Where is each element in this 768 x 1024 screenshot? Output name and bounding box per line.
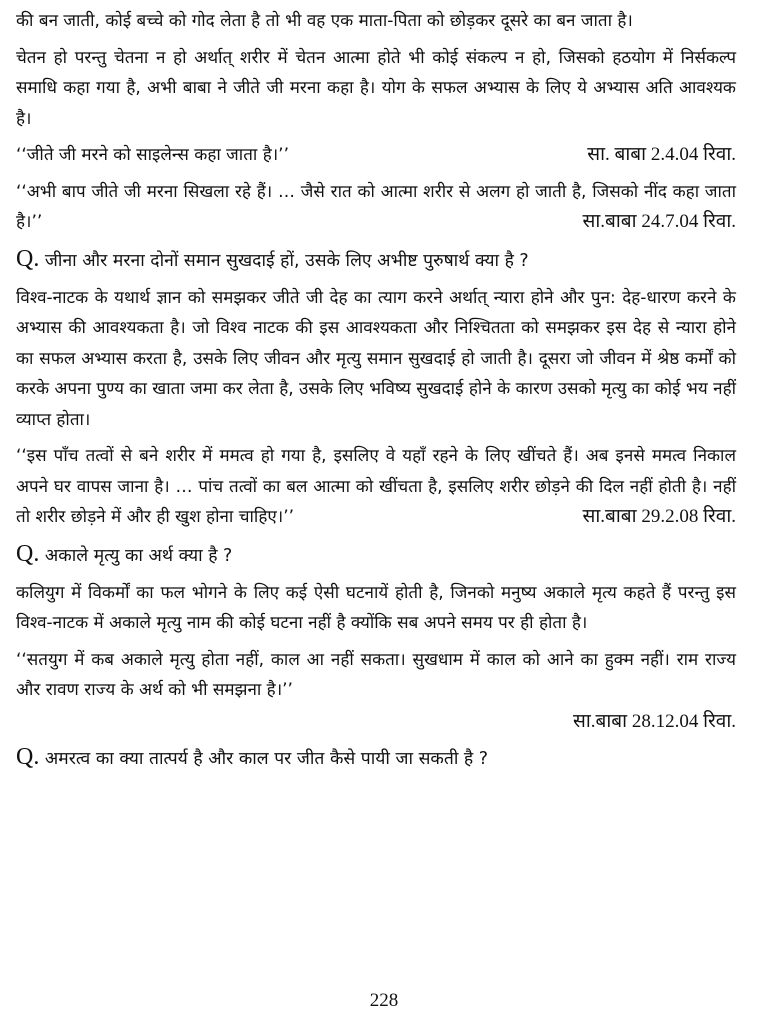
paragraph: कलियुग में विकर्मों का फल भोगने के लिए कई ऐसी घटनायें होती है, जिनको मनुष्य अकाले मृत्य कहते हैं परन्तु इस विश्व-नाटक में अकाले मृत्यु नाम की कोई घटना नहीं है क्योंकि सब अपने समय पर ही होता है। [16,582,736,633]
quote-text: ‘‘जीते जी मरने को साइलेन्स कहा जाता है।’’ [16,145,289,165]
question [16,742,736,775]
question-text: अमरत्व का क्या तात्पर्य है और काल पर जीत कैसे पायी जा सकती है ? [44,748,489,769]
quote-text: ‘‘सतयुग में कब अकाले मृत्यु होता नहीं, काल आ नहीं सकता। सुखधाम में काल को आने का हुक्म नहीं। राम राज्य और रावण राज्य के अर्थ को भी समझना है।’’ [16,649,736,700]
question-text: अकाले मृत्यु का अर्थ क्या है ? [44,545,233,566]
quote [16,177,736,238]
quote-text: ‘‘अभी बाप जीते जी मरना सिखला रहे हैं। … जैसे रात को आत्मा शरीर से अलग हो जाती है, जिसको नींद कहा जाता है।’’ [16,181,736,232]
citation: सा.बाबा 29.2.08 रिवा. [582,506,736,527]
question [16,244,736,277]
question [16,539,736,572]
paragraph: विश्व-नाटक के यथार्थ ज्ञान को समझकर जीते जी देह का त्याग करने अर्थात् न्यारा होने और पुन: देह-धारण करने के अभ्यास की आवश्यकता है। जो विश्व नाटक की इस आवश्यकता और निश्चितता को समझकर इस देह से न्यारा होने का सफल अभ्यास करता है, उसके लिए जीवन और मृत्यु समान सुखदाई हो जाती है। दूसरा जो जीवन में श्रेष्ठ कर्मों को करके अपना पुण्य का खाता जमा कर लेता है, उसके लिए भविष्य सुखदाई होने के कारण उसको मृत्यु का कोई भय नहीं व्याप्त होता। [16,287,736,430]
page-number: 228 [369,990,399,1011]
citation: सा.बाबा 28.12.04 रिवा. [573,710,736,732]
question-marker: Q. [16,245,40,272]
question-marker: Q. [16,743,40,770]
citation: सा.बाबा 24.7.04 रिवा. [582,211,736,232]
page-content [16,6,736,781]
question-text: जीना और मरना दोनों समान सुखदाई हों, उसके लिए अभीष्ट पुरुषार्थ क्या है ? [44,250,529,271]
quote [16,441,736,533]
paragraph: की बन जाती, कोई बच्चे को गोद लेता है तो भी वह एक माता-पिता को छोड़कर दूसरे का बन जाता है। [16,11,633,31]
citation: सा. बाबा 2.4.04 रिवा. [587,144,736,165]
question-marker: Q. [16,540,40,567]
paragraph: चेतन हो परन्तु चेतना न हो अर्थात् शरीर में चेतन आत्मा होते भी कोई संकल्प न हो, जिसको हठयोग में निर्सकल्प समाधि कहा गया है, अभी बाबा ने जीते जी मरना कहा है। योग के सफल अभ्यास के लिए ये अभ्यास अति आवश्यक है। [16,47,736,129]
quote-text: ‘‘इस पाँच तत्वों से बने शरीर में ममत्व हो गया है, इसलिए वे यहाँ रहने के लिए खींचते हैं। अब इनसे ममत्व निकाल अपने घर वापस जाना है। … पांच तत्वों का बल आत्मा को खींचता है, इसलिए शरीर छोड़ने की दिल नहीं होती है। नहीं तो शरीर छोड़ने में और ही खुश होना चाहिए।’’ [16,446,736,527]
quote [16,140,736,171]
